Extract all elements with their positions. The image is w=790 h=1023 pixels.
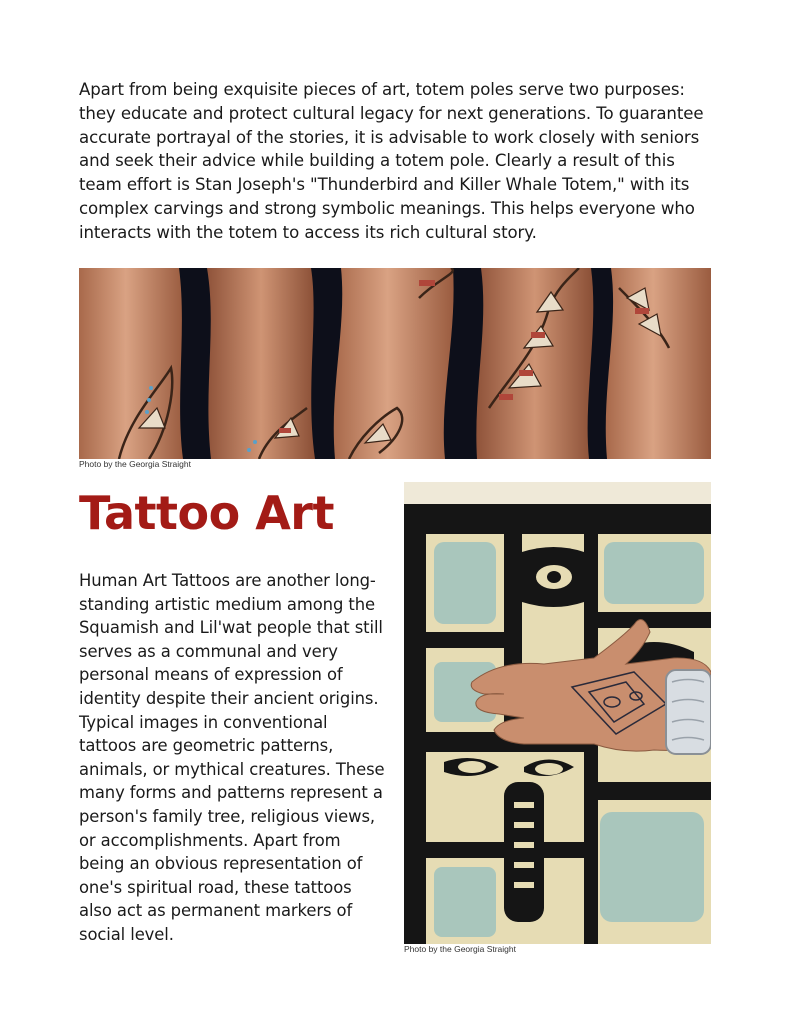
tattoo-body-paragraph: Human Art Tattoos are another long-standing artistic medium among the Squamish and Lil'wat people that still serves as a communal and very personal means of expression of identity despite their ancient origins. Typical images in conventional tattoos are geometric patterns, animals, or mythical creatures. These many forms and patterns represent a person's family tree, religious views, or accomplishments. Apart from being an obvious representation of one's spiritual road, these tattoos also act as permanent markers of social level. [79, 571, 385, 944]
tattooed-hand-on-blanket-photo [404, 482, 711, 944]
tattooed-legs-photo [79, 268, 711, 459]
section-title: Tattoo Art [79, 486, 334, 540]
intro-paragraph: Apart from being exquisite pieces of art, totem poles serve two purposes: they educate and protect cultural legacy for next generations. To guarantee accurate portrayal of the stories, it is advisable to work closely with seniors and seek their advice while building a totem pole. Clearly a result of this team effort is Stan Joseph's "Thunderbird and Killer Whale Totem," with its complex carvings and strong symbolic meanings. This helps everyone who interacts with the totem to access its rich cultural story. [79, 80, 704, 242]
right-photo-credit: Photo by the Georgia Straight [404, 944, 516, 954]
top-photo-credit: Photo by the Georgia Straight [79, 459, 191, 469]
